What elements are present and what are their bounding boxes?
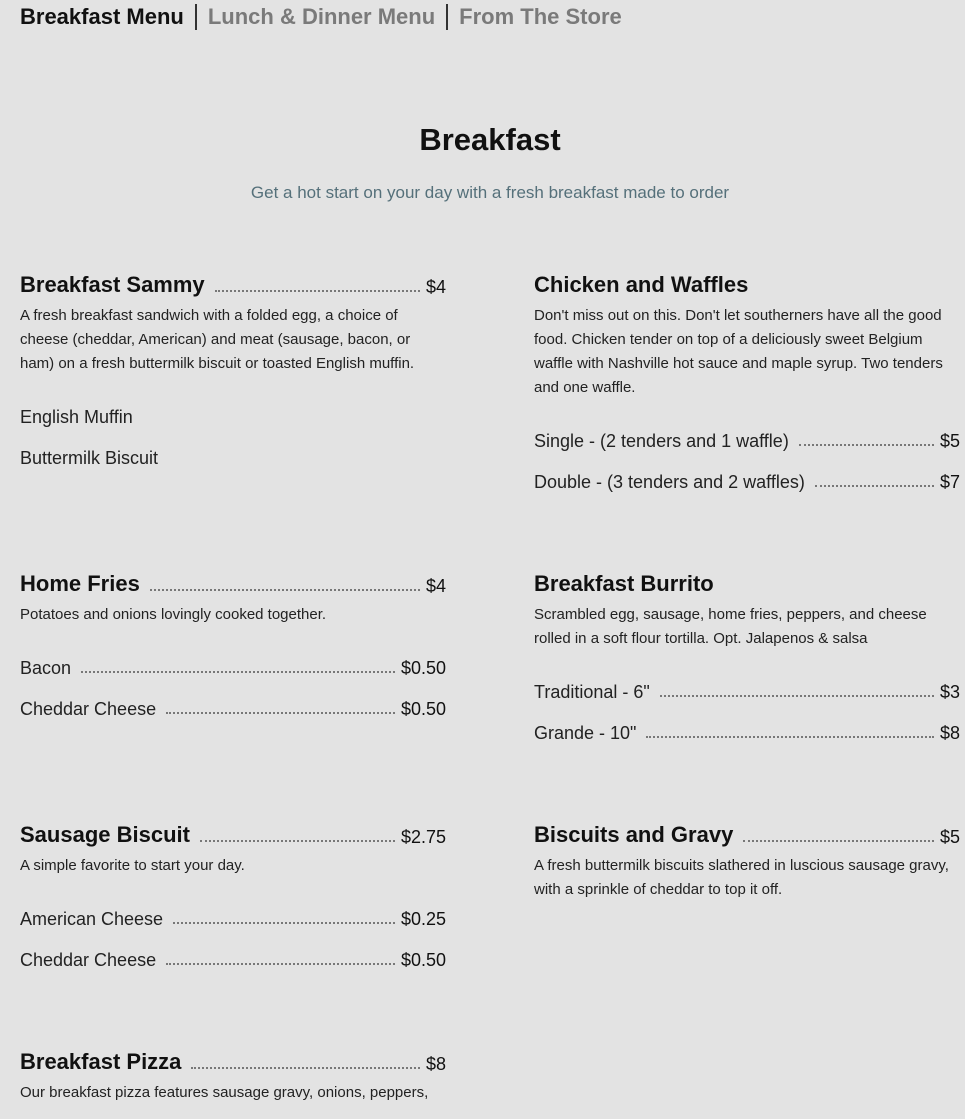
section-description: A fresh breakfast sandwich with a folded egg, a choice of cheese (cheddar, American) and meat (sausage, bacon, or ham) on a fresh buttermilk biscuit or toasted English muffin. — [20, 307, 415, 372]
menu-section-home-fries — [20, 565, 446, 720]
option-row — [20, 930, 446, 971]
dot-leader — [166, 711, 395, 714]
option-label: English Muffin — [20, 407, 133, 427]
section-price: $4 — [425, 576, 446, 596]
option-label: Grande - 10" — [534, 723, 637, 743]
dot-leader — [173, 921, 395, 924]
dot-leader — [215, 289, 420, 292]
menu-section-chicken-and-waffles — [534, 266, 960, 493]
menu-tabs — [20, 4, 622, 30]
section-name: Home Fries — [20, 571, 140, 596]
option-price: $0.50 — [400, 699, 446, 719]
section-description: A fresh buttermilk biscuits slathered in luscious sausage gravy, with a sprinkle of cheddar to top it off. — [534, 857, 949, 898]
dot-leader — [646, 735, 934, 738]
section-description: Scrambled egg, sausage, home fries, peppers, and cheese rolled in a soft flour tortilla. Opt. Jalapenos & salsa — [534, 606, 927, 647]
section-description: Our breakfast pizza features sausage gravy, onions, peppers, — [20, 1084, 429, 1101]
dot-leader — [150, 588, 420, 591]
option-row — [20, 387, 446, 428]
option-row — [20, 638, 446, 679]
dot-leader — [815, 484, 934, 487]
section-price: $4 — [425, 277, 446, 297]
section-name: Biscuits and Gravy — [534, 822, 734, 847]
option-row — [534, 411, 960, 452]
section-description: Potatoes and onions lovingly cooked together. — [20, 606, 327, 623]
option-row — [20, 889, 446, 930]
section-name: Breakfast Sammy — [20, 272, 205, 297]
option-label: Single - (2 tenders and 1 waffle) — [534, 431, 789, 451]
dot-leader — [200, 839, 395, 842]
section-name: Breakfast Pizza — [20, 1049, 182, 1074]
dot-leader — [743, 839, 934, 842]
menu-section-biscuits-and-gravy — [534, 816, 960, 902]
option-row — [534, 452, 960, 493]
dot-leader — [660, 694, 934, 697]
option-label: Cheddar Cheese — [20, 950, 157, 970]
tab-lunch-dinner-menu[interactable]: Lunch & Dinner Menu — [207, 4, 436, 29]
menu-section-breakfast-sammy — [20, 266, 446, 469]
option-label: Buttermilk Biscuit — [20, 448, 159, 468]
tab-from-the-store[interactable]: From The Store — [459, 4, 622, 29]
menu-section-breakfast-pizza — [20, 1043, 446, 1105]
option-price: $3 — [939, 682, 960, 702]
option-price: $0.50 — [400, 950, 446, 970]
tab-divider — [446, 4, 448, 30]
section-price: $8 — [425, 1054, 446, 1074]
option-row — [534, 703, 960, 744]
option-label: Bacon — [20, 658, 72, 678]
section-price: $5 — [939, 827, 960, 847]
menu-section-sausage-biscuit — [20, 816, 446, 971]
option-label: American Cheese — [20, 909, 164, 929]
dot-leader — [191, 1066, 420, 1069]
option-row — [20, 679, 446, 720]
dot-leader — [81, 670, 395, 673]
option-price: $0.50 — [400, 658, 446, 678]
option-row — [534, 662, 960, 703]
section-price: $2.75 — [400, 827, 446, 847]
option-row — [20, 428, 446, 469]
option-label: Traditional - 6" — [534, 682, 650, 702]
option-price: $7 — [939, 472, 960, 492]
option-price: $0.25 — [400, 909, 446, 929]
section-name: Chicken and Waffles — [534, 272, 749, 297]
option-price: $8 — [939, 723, 960, 743]
option-label: Double - (3 tenders and 2 waffles) — [534, 472, 805, 492]
section-description: A simple favorite to start your day. — [20, 857, 245, 874]
tab-divider — [195, 4, 197, 30]
section-description: Don't miss out on this. Don't let southerners have all the good food. Chicken tender on top of a deliciously sweet Belgium waffle with Nashville hot sauce and maple syrup. Two tenders and one waffle. — [534, 307, 943, 396]
section-name: Breakfast Burrito — [534, 571, 714, 596]
option-price: $5 — [939, 431, 960, 451]
menu-section-breakfast-burrito — [534, 565, 960, 744]
page-title: Breakfast — [419, 122, 561, 157]
dot-leader — [166, 962, 395, 965]
page-subtitle: Get a hot start on your day with a fresh breakfast made to order — [250, 183, 730, 202]
tab-breakfast-menu[interactable]: Breakfast Menu — [20, 4, 184, 29]
section-name: Sausage Biscuit — [20, 822, 190, 847]
dot-leader — [799, 443, 934, 446]
option-label: Cheddar Cheese — [20, 699, 157, 719]
